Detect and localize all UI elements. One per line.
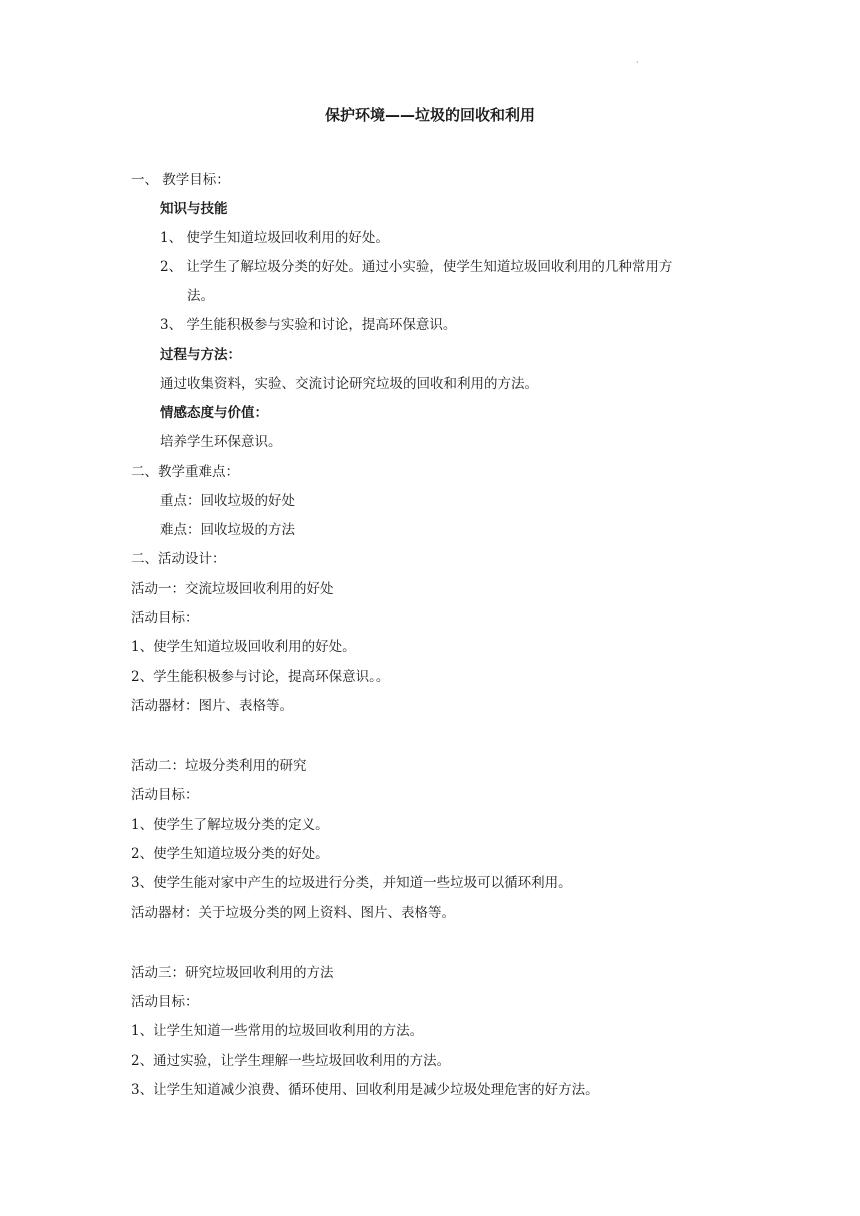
list-item: 2、通过实验，让学生理解一些垃圾回收利用的方法。 <box>131 1053 451 1069</box>
list-item-continuation: 法。 <box>187 288 214 304</box>
paragraph: 培养学生环保意识。 <box>160 434 282 450</box>
paragraph: 活动目标： <box>131 610 199 626</box>
list-item: 3、让学生知道减少浪费、循环使用、回收利用是减少垃圾处理危害的好方法。 <box>131 1082 599 1098</box>
activity-heading: 活动三：研究垃圾回收利用的方法 <box>131 965 334 981</box>
page-dot-mark: · <box>636 58 639 67</box>
activity-heading: 活动二：垃圾分类利用的研究 <box>131 758 307 774</box>
list-item: 1、使学生了解垃圾分类的定义。 <box>131 817 329 833</box>
subheading-attitude-values: 情感态度与价值： <box>160 405 268 421</box>
list-item: 3、 学生能积极参与实验和讨论，提高环保意识。 <box>160 317 457 333</box>
document-title: 保护环境——垃圾的回收和利用 <box>324 106 535 124</box>
section-heading-objectives: 一、 教学目标： <box>131 172 230 188</box>
list-item: 1、使学生知道垃圾回收利用的好处。 <box>131 639 356 655</box>
paragraph: 通过收集资料，实验、交流讨论研究垃圾的回收和利用的方法。 <box>160 376 538 392</box>
paragraph: 活动器材：关于垃圾分类的网上资料、图片、表格等。 <box>131 905 455 921</box>
list-item: 2、学生能积极参与讨论，提高环保意识。。 <box>131 669 390 685</box>
list-item: 1、让学生知道一些常用的垃圾回收利用的方法。 <box>131 1023 424 1039</box>
list-item: 2、使学生知道垃圾分类的好处。 <box>131 846 329 862</box>
subheading-knowledge-skills: 知识与技能 <box>160 201 228 217</box>
paragraph: 活动目标： <box>131 787 199 803</box>
list-item: 3、使学生能对家中产生的垃圾进行分类，并知道一些垃圾可以循环利用。 <box>131 875 572 891</box>
section-heading-key-points: 二、教学重难点： <box>131 464 239 480</box>
list-item: 1、 使学生知道垃圾回收利用的好处。 <box>160 230 389 246</box>
list-item: 2、 让学生了解垃圾分类的好处。通过小实验，使学生知道垃圾回收利用的几种常用方 <box>160 259 673 275</box>
activity-heading: 活动一：交流垃圾回收利用的好处 <box>131 581 334 597</box>
section-heading-activity-design: 二、活动设计： <box>131 551 226 567</box>
paragraph: 重点：回收垃圾的好处 <box>160 493 295 509</box>
paragraph: 难点：回收垃圾的方法 <box>160 522 295 538</box>
paragraph: 活动器材：图片、表格等。 <box>131 698 293 714</box>
paragraph: 活动目标： <box>131 994 199 1010</box>
subheading-process-method: 过程与方法： <box>160 347 241 363</box>
